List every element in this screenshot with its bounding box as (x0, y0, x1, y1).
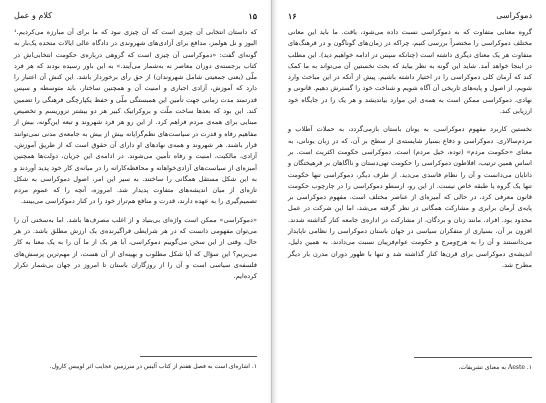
left-page (0, 0, 272, 403)
paragraph: «دموکراسی» ممکن است واژه‌ای بی‌بنیاد و از اغلب مصرف‌ها باشد. اما به‌سختی آن را می‌توان مفهومی دانست که در هر شرایطی فراگیرنده‌ی یک ارزش مطلق باشد. در هر حال، وقتی از این سخن می‌گوییم دموکراسی، آیا هر یک از ما آن را به یک معنا به کار می‌بریم؟ این سؤال که آیا شکل مطلوب و بهینه‌ای از آن هست، از مهم‌ترین پرسش‌های فلسفه‌ی سیاسی است و آن را از روزگاران باستان تا امروز در جهان بی‌شمار تکرار کرده‌ایم. (14, 215, 257, 281)
page-header (288, 9, 532, 23)
running-title: کلام و عمل (14, 11, 52, 20)
page-number: ۱۶ (288, 11, 297, 21)
page-body (14, 27, 257, 283)
paragraph: نخستین کاربرد مفهوم دموکراسی، به یونان باستان بازمی‌گردد، به حملات آطلاب و مردم‌سالاری. دموکراسی و دفاع بسیار شایسته‌ی از سطح بر آن، که در زبان یونانی، به معنای «حکومت مردم» (توده، خیل مردم) است. دموکراسی حکومت اکثریت است. بر اساس همین ترتیب، افلاطون دموکراسی را حکومت تهی‌دستان و ناآگاهان بر فرهیختگان و دانایان می‌دانست و آن را نظام فاسدی می‌دید. از طرف دیگر، دموکراسی تنها حکومت تنها یک گروه یا طبقه خاص نیست. از این رو، ارسطو دموکراسی را در چارچوب حکومت قانون معرفی کرد، در حالی که آمیزه‌ای از عناصر مختلف است. مفهوم دموکراسی بر پایه‌ی آرمان برابری و مشارکت همگانی در نظر گرفته می‌شد، اما این شرکت در عمل محدود بود. افراد، مانند زنان و بردگان، از مشارکت در اداره‌ی جامعه کنار گذاشته شدند. افزون بر آن، بسیاری از متفکران سیاسی در جهان باستان دموکراسی را نظامی ناپایدار می‌دانستند و آن را به هرج‌ومرج و حکومت عوام‌فریبان نسبت می‌دادند. به همین دلیل، اندیشه‌ی دموکراسی برای قرن‌ها کنار گذاشته شد و تنها با ظهور دوران مدرن بار دیگر مطرح شد. (288, 125, 532, 269)
footnote: ۱. Aeste به معنای تشریفات. (458, 364, 532, 371)
footnote-divider (414, 357, 532, 358)
running-title: دموکراسی (496, 11, 532, 20)
paragraph: که داستان انتخابی آن چیزی است که آن چیزی نبود که ما برای آن مبارزه می‌کردیم.¹ البوز و نل هولمز، مدافع برای آزادی‌های شهروندی در دادگاه عالی ایالات متحده یک‌بار به گونه‌ای گفت: «دموکراسی آن چیزی است که گروهی درباره‌ی حکومت انتخابی‌اش در کتاب برجسته‌ی دوران معاصر نه به‌شمار می‌آیند.» به این باور رسیده بودند که هر فرد ملّی (یعنی جمعیتی شامل شهروندان) از حق رأی برخوردار باشد. این کنش آن اعتبار را دارد که آموزش، آزادی اجباری و امنیت آن و همچنین ساختار، باید متوسطه و سپس قدرتمند مدت زمانی جهت تأمین این همبستگی ملّی و حفظ یکپارچگی فرهنگی را تضمین کند. این بود که بعدها ساخت ملّت و بروکراتیک کبیر هر دو بیشتر تروریسم و تخصیص مبنایی برای همه‌ی مردم فراهم کرد. از این رو هر فرد شهروند و تبعه این‌گونه، بیش از مفاهیم رفاه و قدرت در سیاست‌های نظم‌گرایانه بیش از بیش به جامعه‌ی مدنی نمی‌توانند قرار باشند. هر شهروند و همه‌ی نهادهای او دارای آن حقوق است که از طریق آموزش، آزادی، مالکیت، امنیت و رفاه تأمین می‌شوند. در ادامه‌ی این جریان، دولت‌ها همچنین آمیزه‌ای از سیاست‌های آزادی‌خواهانه و محافظه‌کارانه را در میانه‌ی کار خود پدید آوردند و به این شکل مستقل همگانی را ساختند. به سیر این امر، اصول دموکراسی به شکل تازه‌ای از میان اندیشه‌های متفاوت پدیدار شد. امروزه، آنچه را که عموم مردم تصمیم‌گیری را به عهده دارند، قدرت و منافع هم‌تراز خود را در کنار دموکراسی می‌بینند. (14, 28, 257, 206)
paragraph: گروه معنایی متفاوت که به دموکراسی نسبت داده می‌شود، یافت. ما باید این معانی مختلف دموکراسی را مختصراً بررسی کنیم، چراکه در زمان‌های گوناگون و در فرهنگ‌های متفاوت هر یک معنای دیگری داشته است (چنانکه سپس در ادامه خواهیم دید). این مطلب در اینجا خواهد آمد. شاید این گونه به نظر بیاید که بحث نخستین آن می‌تواند به ما کمک کند که آرمان کلی دموکراسی را در اختیار داشته باشیم. پیش از آنکه در این مباحث وارد شویم، از اصول و پایه‌های تاریخی آن آگاه شویم و شناخت خود را گسترش دهیم. قانونی و نهادی، دموکراسی ممکن است به همه‌ی این موارد بیاندیشد و هر یک را در جایگاه خود ارزیابی کند. (288, 28, 532, 116)
right-page (274, 0, 546, 403)
footnote: ۱. اشاره‌ای است به فصل هفتم از کتاب آلیس در سرزمین عجایب اثر لوییس کارول. (49, 363, 257, 370)
footnote-divider (140, 356, 257, 357)
page-header (14, 9, 257, 23)
page-number: ۱۵ (248, 11, 257, 21)
page-body (288, 27, 532, 271)
